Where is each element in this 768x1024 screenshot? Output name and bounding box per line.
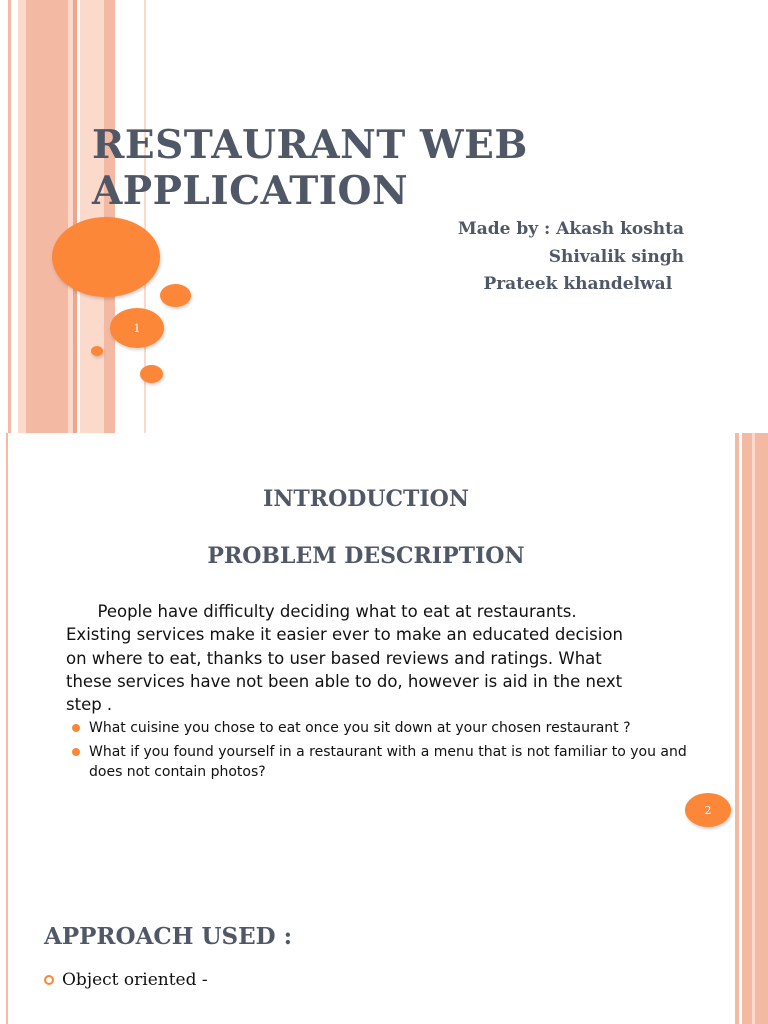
bullet-text: What if you found yourself in a restaurant with a menu that is not familiar to you and does not contain photos? [89, 743, 687, 780]
slide-number: 2 [704, 803, 712, 817]
paragraph-line: on where to eat, thanks to user based reviews and ratings. What [66, 648, 602, 668]
list-item [72, 718, 692, 739]
decor-circle [140, 365, 163, 383]
decor-stripe [6, 866, 8, 1024]
decor-stripe [742, 866, 768, 1024]
problem-paragraph [66, 600, 676, 716]
decor-circle [52, 217, 160, 297]
bullet-text: What cuisine you chose to eat once you sit down at your chosen restaurant ? [89, 720, 631, 736]
slide-number-badge [110, 308, 164, 348]
decor-stripe [735, 866, 739, 1024]
section-heading: INTRODUCTION [263, 486, 469, 512]
bullet-text: Object oriented - [62, 970, 208, 990]
paragraph-line: People have difficulty deciding what to eat at restaurants. [66, 602, 577, 621]
decor-stripe [752, 866, 755, 1024]
slide-1 [0, 0, 768, 433]
slide-title [92, 122, 528, 214]
slide-3 [0, 866, 768, 1024]
approach-bullets [44, 970, 208, 990]
decor-circle [160, 284, 191, 307]
list-item [72, 742, 692, 783]
decor-stripe [735, 433, 739, 866]
bullet-ring-icon [44, 975, 54, 985]
list-item [44, 970, 208, 990]
authors-block [458, 216, 684, 299]
decor-stripe [8, 0, 11, 433]
slide-number: 1 [133, 321, 141, 335]
paragraph-line: step . [66, 695, 113, 715]
paragraph-line: these services have not been able to do, however is aid in the next [66, 671, 623, 691]
decor-stripe [26, 0, 68, 433]
author-line: Prateek khandelwal [483, 274, 684, 294]
section-heading: APPROACH USED : [44, 923, 293, 950]
decor-stripe [752, 433, 755, 866]
problem-bullets [72, 718, 692, 786]
bullet-dot-icon [72, 748, 80, 756]
slide-2 [0, 433, 768, 866]
slide-title-line: APPLICATION [92, 168, 409, 214]
author-line: Made by : Akash koshta [457, 219, 684, 239]
decor-circle [91, 346, 103, 356]
bullet-dot-icon [72, 724, 80, 732]
paragraph-line: Existing services make it easier ever to make an educated decision [66, 625, 623, 645]
slide-title-line: RESTAURANT WEB [92, 122, 528, 168]
decor-stripe [73, 0, 77, 433]
slide-number-badge [685, 793, 731, 827]
decor-stripe [742, 433, 768, 866]
author-line: Shivalik singh [548, 246, 684, 267]
decor-stripe [18, 0, 26, 433]
section-heading: PROBLEM DESCRIPTION [207, 543, 525, 569]
